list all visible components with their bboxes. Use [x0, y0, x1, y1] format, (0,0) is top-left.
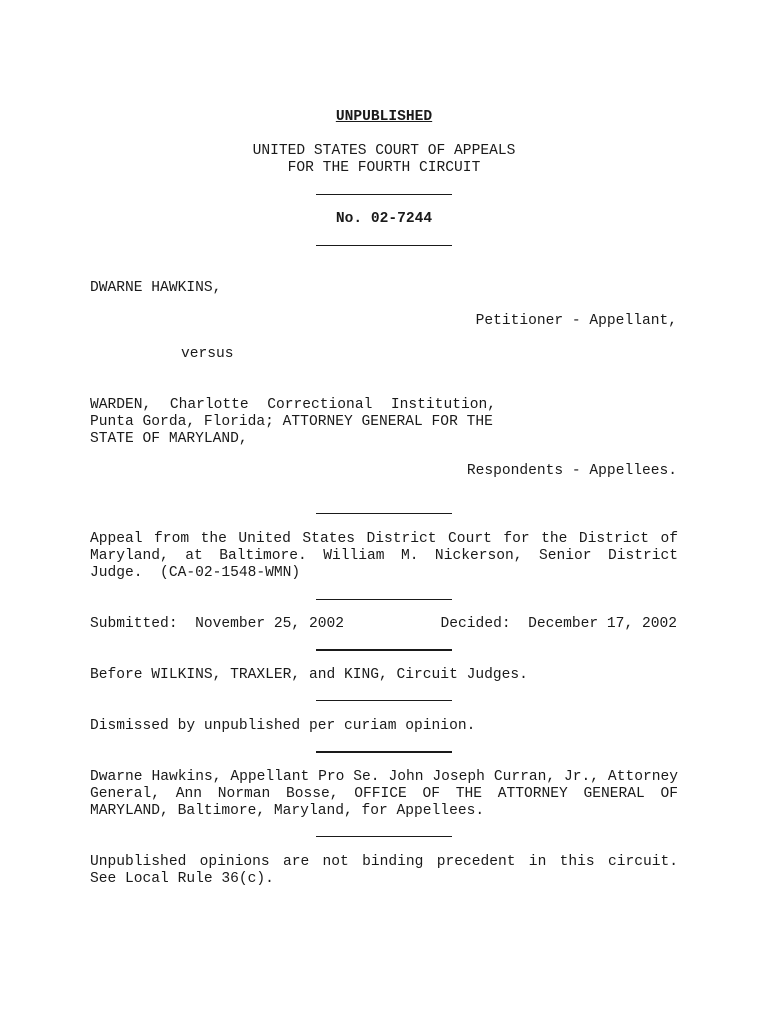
divider	[316, 513, 452, 514]
respondent-line: STATE OF MARYLAND,	[90, 431, 248, 447]
case-number: No. 02-7244	[335, 211, 433, 227]
appeal-line: Judge. (CA-02-1548-WMN)	[90, 565, 301, 581]
appeal-line: Maryland, at Baltimore. William M. Nickerson, Senior District	[90, 548, 678, 564]
unpublished-heading: UNPUBLISHED	[335, 109, 433, 125]
notice-line: Unpublished opinions are not binding precedent in this circuit.	[90, 854, 678, 870]
divider	[316, 751, 452, 753]
panel-judges: Before WILKINS, TRAXLER, and KING, Circuit Judges.	[90, 667, 528, 683]
divider	[316, 836, 452, 837]
petitioner-name: DWARNE HAWKINS,	[90, 280, 222, 296]
divider	[316, 700, 452, 701]
petitioner-role: Petitioner - Appellant,	[475, 313, 677, 329]
notice-line: See Local Rule 36(c).	[90, 871, 274, 887]
notice-paragraph	[90, 854, 678, 888]
divider	[316, 245, 452, 246]
counsel-paragraph	[90, 769, 678, 820]
respondent-block	[90, 397, 496, 448]
counsel-line: General, Ann Norman Bosse, OFFICE OF THE ATTORNEY GENERAL OF	[90, 786, 678, 802]
respondent-role: Respondents - Appellees.	[466, 463, 677, 479]
court-name-line1: UNITED STATES COURT OF APPEALS	[252, 143, 516, 159]
divider	[316, 649, 452, 651]
divider	[316, 599, 452, 600]
respondent-line: Punta Gorda, Florida; ATTORNEY GENERAL FOR THE	[90, 414, 493, 430]
respondent-line: WARDEN, Charlotte Correctional Institution,	[90, 397, 496, 413]
appeal-paragraph	[90, 531, 678, 582]
court-name-line2: FOR THE FOURTH CIRCUIT	[287, 160, 481, 176]
counsel-line: MARYLAND, Baltimore, Maryland, for Appellees.	[90, 803, 485, 819]
disposition: Dismissed by unpublished per curiam opinion.	[90, 718, 476, 734]
appeal-line: Appeal from the United States District Court for the District of	[90, 531, 678, 547]
counsel-line: Dwarne Hawkins, Appellant Pro Se. John Joseph Curran, Jr., Attorney	[90, 769, 678, 785]
divider	[316, 194, 452, 195]
decided-date: Decided: December 17, 2002	[440, 616, 677, 632]
submitted-date: Submitted: November 25, 2002	[90, 616, 344, 632]
versus-label: versus	[181, 346, 234, 362]
